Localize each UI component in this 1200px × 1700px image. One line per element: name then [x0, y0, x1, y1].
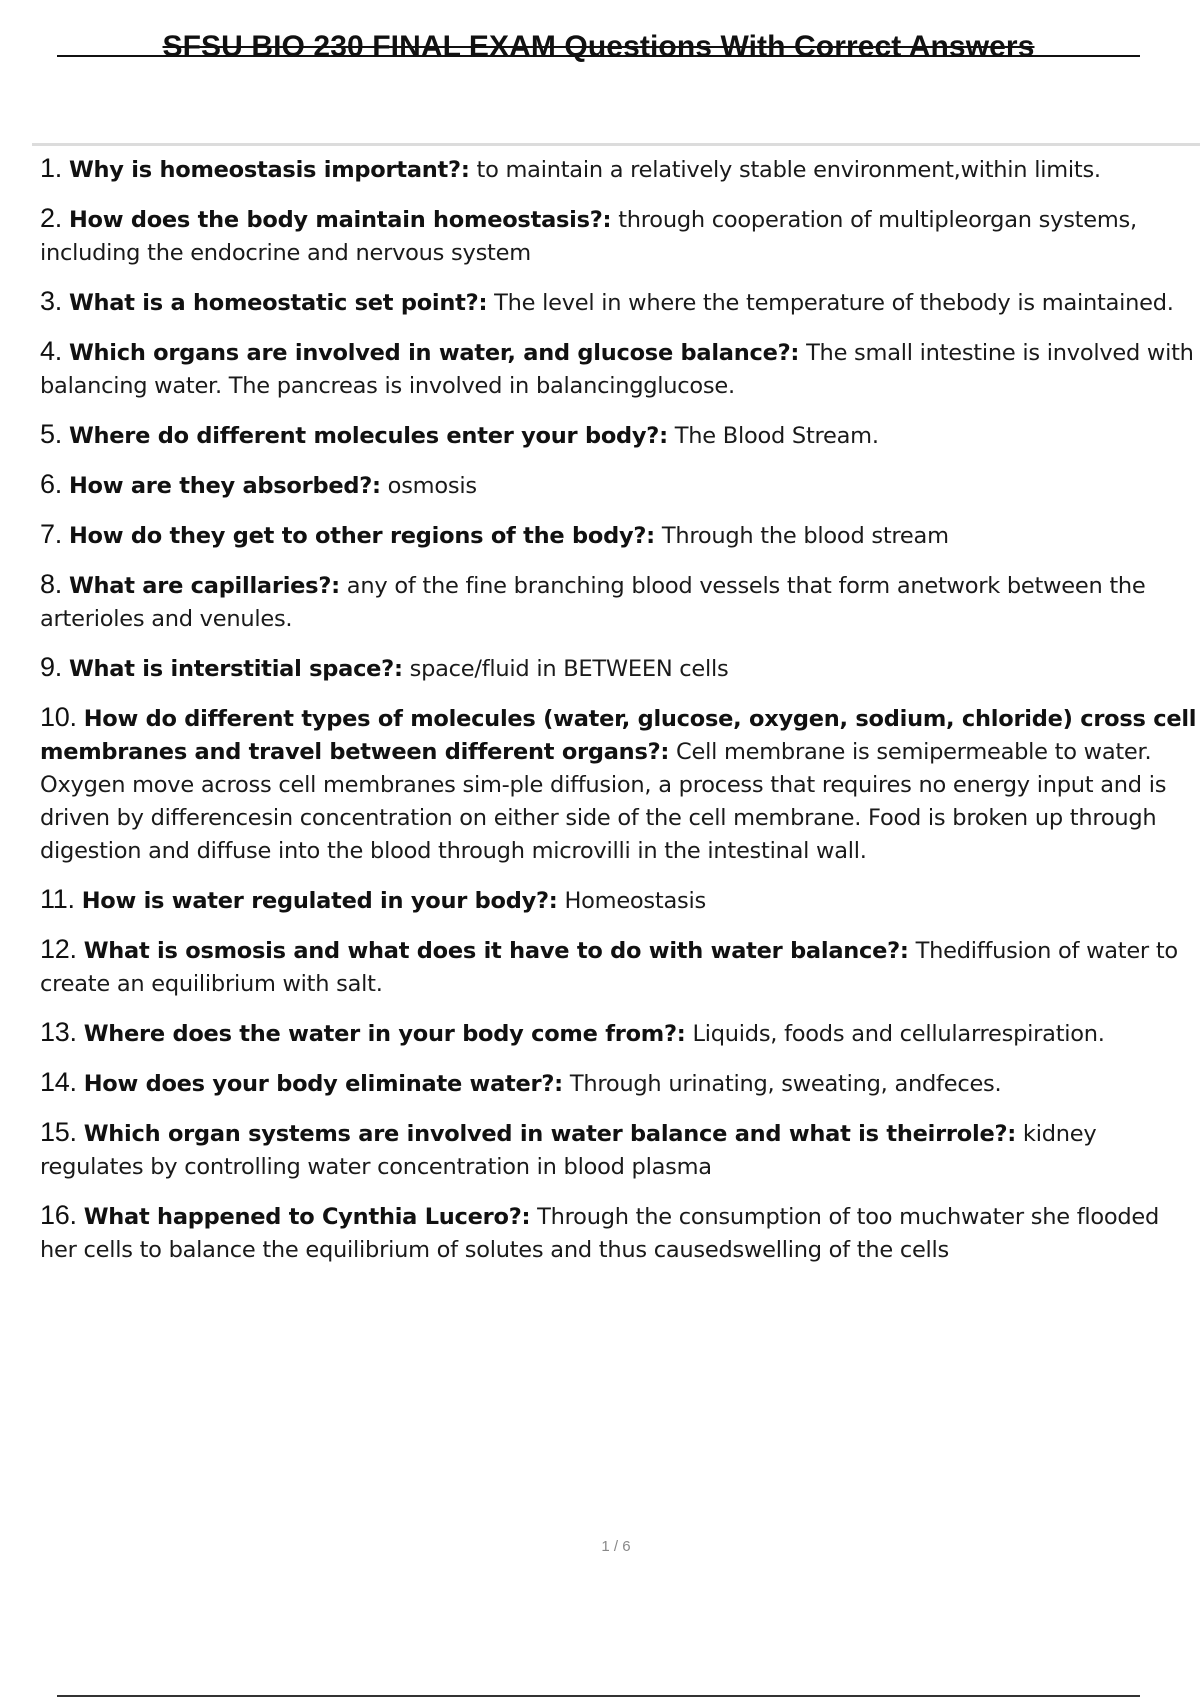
answer-text: through cooperation of multipleorgan systems, including the endocrine and nervous system	[40, 207, 1137, 266]
question-number: 14.	[40, 1067, 77, 1097]
question-text: What is osmosis and what does it have to do with water balance?:	[83, 938, 909, 964]
document-title: SFSU BIO 230 FINAL EXAM Questions With Correct Answers	[162, 30, 1035, 63]
question-text: What is interstitial space?:	[68, 656, 403, 682]
answer-text: Through urinating, sweating, andfeces.	[569, 1071, 1002, 1097]
answer-text: Homeostasis	[564, 888, 706, 914]
footer-divider	[57, 1695, 1140, 1697]
page-number: 1 / 6	[601, 1538, 631, 1555]
question-number: 6.	[40, 469, 63, 499]
answer-text: kidney regulates by controlling water concentration in blood plasma	[40, 1121, 1097, 1180]
question-text: What are capillaries?:	[68, 573, 340, 599]
question-text: What is a homeostatic set point?:	[68, 290, 488, 316]
question-text: How do they get to other regions of the body?:	[68, 523, 655, 549]
question-number: 1.	[40, 153, 63, 183]
question-number: 9.	[40, 652, 63, 682]
header-divider	[32, 143, 1200, 146]
answer-text: Through the consumption of too muchwater she flooded her cells to balance the equilibrium of solutes and thus causedswelling of the cells	[40, 1204, 1160, 1263]
question-item	[40, 468, 1200, 503]
question-item	[40, 418, 1200, 453]
question-text: How is water regulated in your body?:	[81, 888, 558, 914]
answer-text: The level in where the temperature of thebody is maintained.	[494, 290, 1174, 316]
question-number: 16.	[40, 1200, 77, 1230]
question-number: 8.	[40, 569, 63, 599]
answer-text: Cell membrane is semipermeable to water. Oxygen move across cell membranes sim-ple diffusion, a process that requires no energy input and is driven by differencesin concentration on either side of the cell membrane. Food is broken up through digestion and diffuse into the blood through microvilli in the intestinal wall.	[40, 739, 1167, 864]
question-number: 2.	[40, 203, 63, 233]
question-text: How are they absorbed?:	[68, 473, 381, 499]
question-number: 10.	[40, 702, 77, 732]
answer-text: Thediffusion of water to create an equilibrium with salt.	[40, 938, 1178, 997]
question-item	[40, 152, 1200, 187]
question-text: Which organs are involved in water, and glucose balance?:	[68, 340, 800, 366]
question-item	[40, 518, 1200, 553]
question-item	[40, 651, 1200, 686]
question-number: 15.	[40, 1117, 77, 1147]
question-text: What happened to Cynthia Lucero?:	[83, 1204, 531, 1230]
question-number: 11.	[40, 884, 75, 914]
question-list	[40, 152, 1200, 1282]
answer-text: The small intestine is involved with balancing water. The pancreas is involved in balancingglucose.	[40, 340, 1194, 399]
question-number: 3.	[40, 286, 63, 316]
answer-text: osmosis	[387, 473, 477, 499]
question-item	[40, 285, 1200, 320]
answer-text: to maintain a relatively stable environment,within limits.	[476, 157, 1101, 183]
question-text: How does your body eliminate water?:	[83, 1071, 563, 1097]
question-item	[40, 568, 1200, 636]
answer-text: The Blood Stream.	[674, 423, 879, 449]
question-text: Which organ systems are involved in water balance and what is theirrole?:	[83, 1121, 1017, 1147]
answer-text: Liquids, foods and cellularrespiration.	[692, 1021, 1105, 1047]
question-text: Why is homeostasis important?:	[68, 157, 470, 183]
answer-text: Through the blood stream	[661, 523, 949, 549]
question-item	[40, 933, 1200, 1001]
question-text: Where does the water in your body come from?:	[83, 1021, 686, 1047]
question-number: 12.	[40, 934, 77, 964]
question-item	[40, 202, 1200, 270]
question-item	[40, 1016, 1200, 1051]
question-item	[40, 1199, 1200, 1267]
question-number: 4.	[40, 336, 63, 366]
question-number: 13.	[40, 1017, 77, 1047]
title-bar	[57, 30, 1140, 64]
question-item	[40, 1066, 1200, 1101]
question-number: 5.	[40, 419, 63, 449]
answer-text: any of the fine branching blood vessels that form anetwork between the arterioles and venules.	[40, 573, 1146, 632]
question-item	[40, 335, 1200, 403]
question-item	[40, 883, 1200, 918]
answer-text: space/fluid in BETWEEN cells	[409, 656, 729, 682]
question-item	[40, 1116, 1200, 1184]
question-item	[40, 701, 1200, 868]
question-number: 7.	[40, 519, 63, 549]
question-text: Where do different molecules enter your body?:	[68, 423, 668, 449]
question-text: How do different types of molecules (water, glucose, oxygen, sodium, chloride) cross cell membranes and travel between different organs?:	[40, 706, 1197, 765]
question-text: How does the body maintain homeostasis?:	[68, 207, 612, 233]
